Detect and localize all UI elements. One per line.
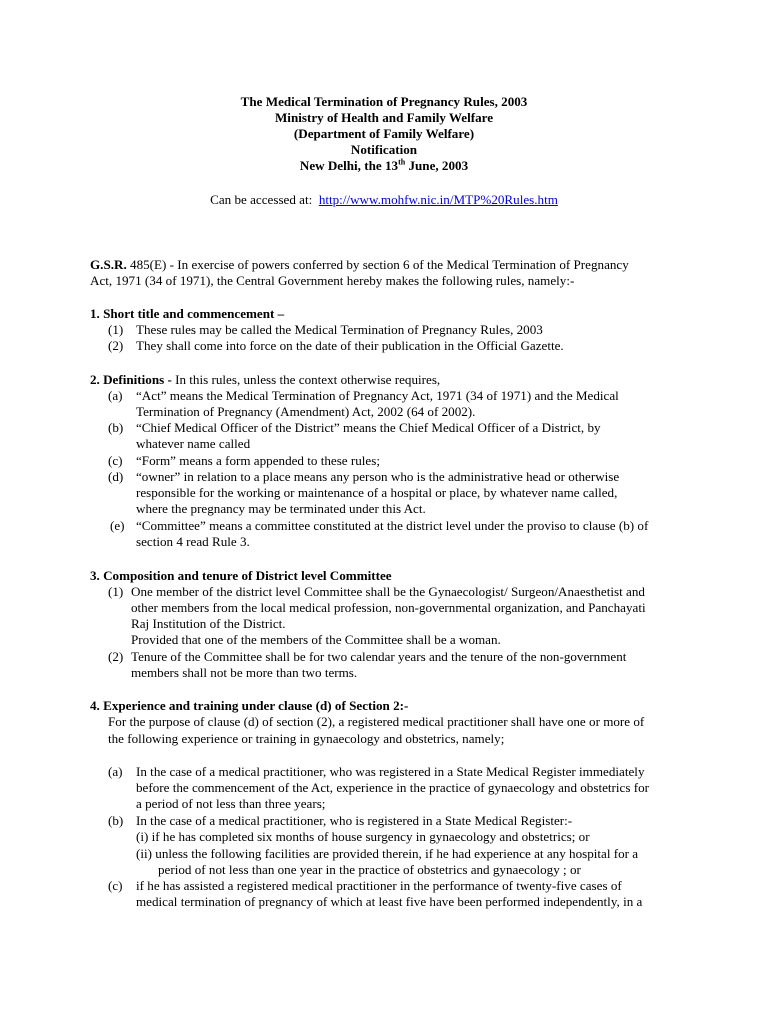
s3-marker: (2) [108,649,124,664]
preamble-line-1 [90,257,629,273]
section-1-marker-2: (2) [108,338,124,353]
s4-line: period of not less than one year in the practice of obstetrics and gynaecology ; or [158,862,581,877]
s4-line: medical termination of pregnancy of which at least five have been performed independently, in a [136,894,643,909]
s2-marker: (e) [110,518,125,533]
s2-line: “owner” in relation to a place means any person who is the administrative head or otherwise [136,469,620,484]
s2-line: whatever name called [136,436,251,451]
section-2-heading-line [90,372,440,388]
s2-line: “Committee” means a committee constituted at the district level under the proviso to clause (b) of [136,518,649,533]
section-1-marker-1: (1) [108,322,124,337]
s4-line: a period of not less than three years; [136,796,326,811]
s2-marker: (a) [108,388,123,403]
s3-marker: (1) [108,584,124,599]
s3-line: members shall not be more than two terms. [131,665,358,680]
s2-line: “Act” means the Medical Termination of Pregnancy Act, 1971 (34 of 1971) and the Medical [136,388,619,403]
section-1-heading: 1. Short title and commencement – [90,306,285,321]
date-superscript: th [398,157,406,167]
access-label: Can be accessed at: [210,192,313,207]
notification-label: Notification [350,142,418,157]
section-3-heading: 3. Composition and tenure of District level Committee [90,568,392,583]
s3-line: Provided that one of the members of the Committee shall be a woman. [131,632,501,647]
gsr-label: G.S.R. [90,257,127,272]
ministry-name: Ministry of Health and Family Welfare [274,110,494,125]
department-name: (Department of Family Welfare) [293,126,475,141]
s2-line: “Chief Medical Officer of the District” means the Chief Medical Officer of a District, by [136,420,601,435]
date-prefix: New Delhi, the 13 [299,158,399,173]
s2-line: where the pregnancy may be terminated under this Act. [136,501,426,516]
s4-line: before the commencement of the Act, experience in the practice of gynaecology and obstetrics for [136,780,649,795]
access-line [0,192,768,208]
notification-date [0,158,768,174]
s4-line: if he has assisted a registered medical practitioner in the performance of twenty-five cases of [136,878,622,893]
s4-marker: (b) [108,813,124,828]
s3-line: other members from the local medical profession, non-governmental organization, and Panchayati [131,600,646,615]
s4-line: (ii) unless the following facilities are provided therein, if he had experience at any hospital for a [136,846,639,861]
s4-line: (i) if he has completed six months of house surgency in gynaecology and obstetrics; or [136,829,590,844]
section-4-heading: 4. Experience and training under clause (d) of Section 2:- [90,698,409,713]
s2-marker: (b) [108,420,124,435]
s4-marker: (c) [108,878,123,893]
s3-line: Raj Institution of the District. [131,616,286,631]
s3-line: One member of the district level Committee shall be the Gynaecologist/ Surgeon/Anaesthetist and [131,584,645,599]
s4-intro-line: the following experience or training in gynaecology and obstetrics, namely; [108,731,505,746]
section-1-text-2: They shall come into force on the date of their publication in the Official Gazette. [136,338,564,353]
document-title: The Medical Termination of Pregnancy Rules, 2003 [240,94,528,109]
s2-line: section 4 read Rule 3. [136,534,250,549]
date-suffix: June, 2003 [405,158,469,173]
s2-line: “Form” means a form appended to these rules; [136,453,380,468]
s4-marker: (a) [108,764,123,779]
section-2-heading: 2. Definitions - [90,372,172,387]
section-2-intro: In this rules, unless the context otherwise requires, [171,372,441,387]
s4-intro-line: For the purpose of clause (d) of section (2), a registered medical practitioner shall have one or more of [108,714,645,729]
s2-marker: (d) [108,469,124,484]
s2-line: Termination of Pregnancy (Amendment) Act, 2002 (64 of 2002). [136,404,476,419]
s2-marker: (c) [108,453,123,468]
s4-line: In the case of a medical practitioner, who was registered in a State Medical Register immediately [136,764,645,779]
s2-line: responsible for the working or maintenance of a hospital or place, by whatever name called, [136,485,618,500]
preamble-text-1: 485(E) - In exercise of powers conferred by section 6 of the Medical Termination of Pregnancy [126,257,629,272]
section-1-text-1: These rules may be called the Medical Termination of Pregnancy Rules, 2003 [136,322,543,337]
s4-line: In the case of a medical practitioner, who is registered in a State Medical Register:- [136,813,573,828]
preamble-line-2: Act, 1971 (34 of 1971), the Central Government hereby makes the following rules, namely:- [90,273,575,288]
access-url-link[interactable]: http://www.mohfw.nic.in/MTP%20Rules.htm [318,192,558,207]
s3-line: Tenure of the Committee shall be for two calendar years and the tenure of the non-government [131,649,627,664]
